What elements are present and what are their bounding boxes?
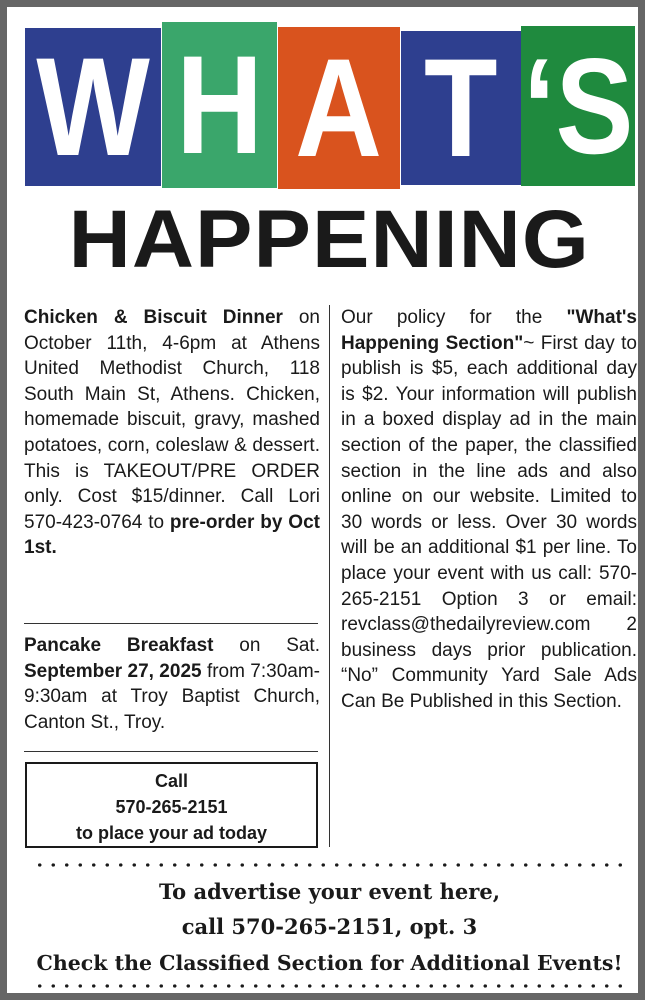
dotted-rule <box>33 863 629 867</box>
event-pancake-breakfast: Pancake Breakfast on Sat. September 27, 2025 from 7:30am-9:30am at Troy Baptist Church, Canton St., Troy. <box>24 635 320 733</box>
event-description: on October 11th, 4-6pm at Athens United Methodist Church, 118 South Main St, Athens. Chicken, homemade biscuit, gravy, mashed potatoes, corn, coleslaw & dessert. This is TAKEOUT/PRE ORDER only. Cost $15/dinner. Call Lori 570-423-0764 to <box>24 307 320 533</box>
policy-text: Our policy for the "What's Happening Section"~ First day to publish is $5, each additional day is $2. Your information will publish in a boxed display ad in the main section of the paper, the classified section in the line ads and also online on our website. Limited to 30 words or less. Over 30 words will be an additional $1 per line. To place your event with us call: 570-265-2151 Option 3 or email: revclass@thedailyreview.com 2 business days prior publication. “No” Community Yard Sale Ads Can Be Published in this Section. <box>341 307 637 712</box>
event-emphasis: pre-order by Oct 1st. <box>24 511 320 559</box>
footer-classified-note: Check the Classified Section for Additional Events! <box>36 951 623 975</box>
footer-phone: call 570-265-2151, opt. 3 <box>181 914 478 939</box>
footer-advertise: To advertise your event here, <box>158 879 501 904</box>
call-box <box>25 762 318 848</box>
policy-body: ~ First day to publish is $5, each additional day is $2. Your information will publish in a boxed display ad in the main section of the paper, the classified section in the line ads and also online on our website. Limited to 30 words or less. Over 30 words will be an additional $1 per line. To place your event with us call: 570-265-2151 Option 3 or email: revclass@thedailyreview.com 2 business days prior publication. “No” Community Yard Sale Ads Can Be Published in this Section. <box>341 332 637 712</box>
letter-block-a: A <box>278 27 400 189</box>
divider <box>24 623 318 624</box>
divider <box>24 751 318 752</box>
letter-block-s: ‘S <box>521 26 635 186</box>
call-label: Call <box>154 771 188 791</box>
event-title: Pancake Breakfast <box>24 635 214 656</box>
whats-header-blocks <box>17 19 642 191</box>
happening-title: HAPPENING <box>68 194 591 285</box>
dotted-rule <box>33 984 629 988</box>
letter-block-w: W <box>25 28 161 186</box>
event-title: Chicken & Biscuit Dinner <box>24 307 283 328</box>
column-divider <box>329 305 330 847</box>
policy-section-name: "What's Happening Section" <box>341 307 637 354</box>
letter-block-t: T <box>401 31 521 185</box>
event-date: September 27, 2025 <box>24 660 202 682</box>
call-tagline: to place your ad today <box>75 823 268 843</box>
call-phone: 570-265-2151 <box>115 797 228 817</box>
letter-block-h: H <box>162 22 277 188</box>
event-chicken-dinner <box>24 305 320 561</box>
